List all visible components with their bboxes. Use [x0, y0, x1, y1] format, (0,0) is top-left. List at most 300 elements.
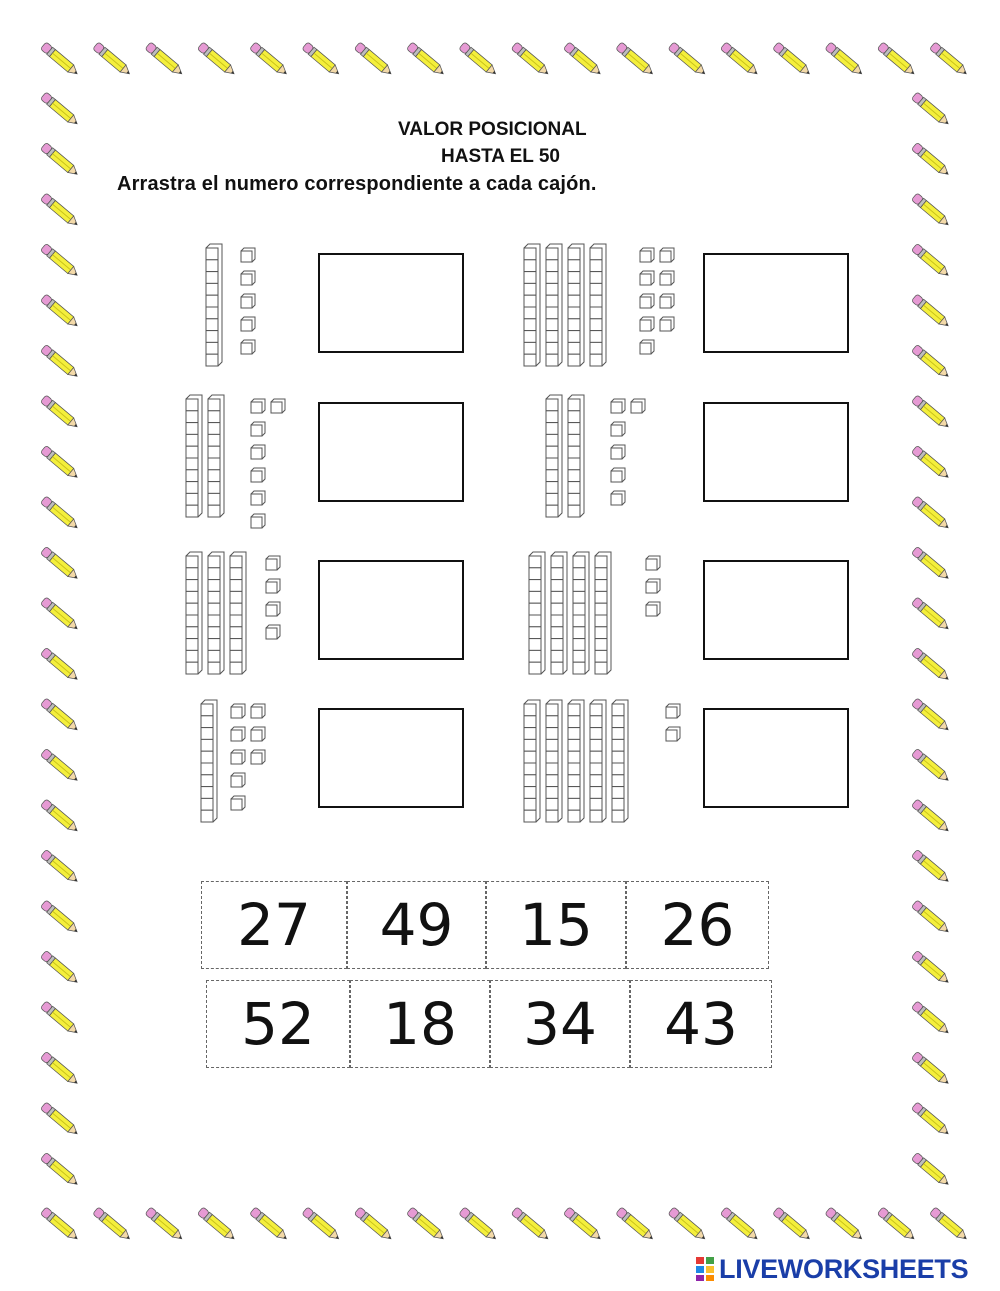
rod-cell [590, 798, 602, 810]
rod-cell [186, 399, 198, 411]
tens-rod [208, 552, 224, 674]
rod-cell [208, 446, 220, 458]
rod-cell [551, 580, 563, 592]
drop-box-3[interactable] [318, 402, 464, 502]
unit-cube [251, 399, 265, 413]
rod-cell [230, 603, 242, 615]
rod-cell [186, 556, 198, 568]
rod-cell [230, 568, 242, 580]
rod-cell [230, 615, 242, 627]
unit-cube [611, 422, 625, 436]
rod-cell [529, 639, 541, 651]
tens-rod [186, 552, 202, 674]
unit-cube [640, 317, 654, 331]
rod-cell [201, 716, 213, 728]
rod-cell [590, 248, 602, 260]
rod-cell [546, 248, 558, 260]
rod-cell [573, 662, 585, 674]
rod-cell [208, 556, 220, 568]
rod-cell [568, 798, 580, 810]
cube-face [640, 320, 651, 331]
cube-face [611, 425, 622, 436]
rod-cell [208, 493, 220, 505]
rod-cell [524, 716, 536, 728]
rod-cell [201, 704, 213, 716]
cube-face [231, 753, 242, 764]
rod-cell [186, 434, 198, 446]
rod-cell [568, 751, 580, 763]
rod-cell [208, 639, 220, 651]
rod-cell [201, 775, 213, 787]
unit-cube [231, 727, 245, 741]
rod-cell [546, 295, 558, 307]
answer-tile[interactable]: 34 [490, 980, 630, 1068]
tens-rod [529, 552, 545, 674]
rod-cell [612, 763, 624, 775]
unit-cube [631, 399, 645, 413]
rod-cell [546, 411, 558, 423]
rod-cell [590, 354, 602, 366]
rod-cell [595, 662, 607, 674]
unit-cube [611, 445, 625, 459]
unit-cube [640, 294, 654, 308]
unit-cube [611, 468, 625, 482]
rod-cell [546, 331, 558, 343]
rod-cell [551, 603, 563, 615]
rod-cell [590, 763, 602, 775]
cube-face [266, 605, 277, 616]
rod-cell [546, 446, 558, 458]
unit-cube [241, 317, 255, 331]
unit-cube [660, 317, 674, 331]
rod-cell [590, 342, 602, 354]
rod-cell [201, 787, 213, 799]
unit-cube [646, 602, 660, 616]
rod-cell [186, 615, 198, 627]
unit-cube [231, 796, 245, 810]
rod-cell [230, 580, 242, 592]
unit-cube [646, 556, 660, 570]
rod-cell [524, 798, 536, 810]
cube-face [241, 297, 252, 308]
rod-cell [551, 639, 563, 651]
rod-cell [551, 556, 563, 568]
rod-cell [208, 603, 220, 615]
logo-text: LIVEWORKSHEETS [719, 1253, 969, 1284]
rod-cell [186, 482, 198, 494]
rod-cell [573, 580, 585, 592]
rod-cell [573, 639, 585, 651]
rod-cell [551, 615, 563, 627]
tens-rod [595, 552, 611, 674]
rod-cell [573, 556, 585, 568]
cube-face [660, 320, 671, 331]
rod-cell [568, 354, 580, 366]
cube-face [660, 297, 671, 308]
rod-cell [568, 307, 580, 319]
unit-cube [251, 468, 265, 482]
rod-cell [568, 434, 580, 446]
rod-cell [568, 482, 580, 494]
rod-cell [230, 627, 242, 639]
rod-cell [546, 307, 558, 319]
rod-cell [186, 650, 198, 662]
unit-cube [611, 491, 625, 505]
rod-cell [568, 458, 580, 470]
rod-cell [551, 650, 563, 662]
title-line-1: VALOR POSICIONAL [398, 119, 587, 140]
drop-box-8[interactable] [703, 708, 849, 808]
rod-cell [568, 775, 580, 787]
tens-rod [568, 700, 584, 822]
rod-cell [546, 342, 558, 354]
rod-cell [551, 591, 563, 603]
rod-cell [524, 342, 536, 354]
cube-face [271, 402, 282, 413]
rod-cell [568, 272, 580, 284]
rod-cell [186, 639, 198, 651]
rod-cell [546, 260, 558, 272]
rod-cell [206, 331, 218, 343]
rod-cell [206, 307, 218, 319]
rod-cell [206, 272, 218, 284]
rod-cell [595, 556, 607, 568]
answer-tile[interactable]: 43 [630, 980, 772, 1068]
rod-cell [612, 775, 624, 787]
rod-cell [524, 728, 536, 740]
rod-cell [206, 248, 218, 260]
rod-cell [208, 615, 220, 627]
rod-cell [573, 615, 585, 627]
tens-rod [612, 700, 628, 822]
rod-cell [568, 399, 580, 411]
rod-cell [568, 319, 580, 331]
tens-rod [546, 700, 562, 822]
cube-face [640, 274, 651, 285]
rod-cell [590, 775, 602, 787]
rod-cell [551, 627, 563, 639]
rod-cell [208, 505, 220, 517]
answer-tile[interactable]: 52 [206, 980, 350, 1068]
rod-cell [568, 342, 580, 354]
rod-cell [595, 615, 607, 627]
rod-cell [529, 603, 541, 615]
rod-cell [230, 650, 242, 662]
unit-cube [251, 727, 265, 741]
rod-cell [524, 739, 536, 751]
rod-cell [186, 446, 198, 458]
unit-cube [231, 704, 245, 718]
rod-cell [590, 272, 602, 284]
tens-rod [573, 552, 589, 674]
rod-cell [546, 751, 558, 763]
rod-cell [206, 283, 218, 295]
drop-box-7[interactable] [318, 708, 464, 808]
rod-cell [208, 568, 220, 580]
rod-cell [546, 704, 558, 716]
rod-cell [612, 716, 624, 728]
tens-rod [186, 395, 202, 517]
rod-cell [573, 627, 585, 639]
rod-cell [612, 739, 624, 751]
rod-cell [568, 446, 580, 458]
rod-cell [208, 411, 220, 423]
answer-tile[interactable]: 15 [486, 881, 626, 969]
rod-cell [546, 434, 558, 446]
cube-face [251, 494, 262, 505]
answer-tile[interactable]: 27 [201, 881, 347, 969]
rod-cell [529, 556, 541, 568]
rod-cell [546, 505, 558, 517]
cube-face [631, 402, 642, 413]
drop-box-1[interactable] [318, 253, 464, 353]
unit-cube [266, 556, 280, 570]
tens-rod [590, 244, 606, 366]
unit-cube [251, 422, 265, 436]
rod-cell [595, 568, 607, 580]
tens-rod [206, 244, 222, 366]
unit-cube [271, 399, 285, 413]
cube-face [611, 402, 622, 413]
rod-cell [612, 810, 624, 822]
rod-cell [529, 662, 541, 674]
rod-cell [590, 810, 602, 822]
rod-cell [524, 354, 536, 366]
cube-face [266, 559, 277, 570]
tens-rod [546, 244, 562, 366]
rod-cell [568, 505, 580, 517]
cube-face [640, 297, 651, 308]
tens-rod [201, 700, 217, 822]
rod-cell [208, 470, 220, 482]
unit-cube [251, 704, 265, 718]
unit-cube [266, 625, 280, 639]
rod-cell [208, 662, 220, 674]
rod-cell [568, 787, 580, 799]
rod-cell [546, 470, 558, 482]
rod-cell [546, 423, 558, 435]
rod-cell [206, 295, 218, 307]
drop-box-4[interactable] [703, 402, 849, 502]
rod-cell [612, 704, 624, 716]
rod-cell [568, 423, 580, 435]
rod-cell [546, 739, 558, 751]
rod-cell [590, 787, 602, 799]
cube-face [666, 707, 677, 718]
rod-cell [568, 728, 580, 740]
rod-cell [208, 458, 220, 470]
tens-rod [568, 244, 584, 366]
rod-cell [230, 662, 242, 674]
drop-box-2[interactable] [703, 253, 849, 353]
rod-cell [590, 751, 602, 763]
cube-face [251, 753, 262, 764]
rod-cell [201, 810, 213, 822]
unit-cube [266, 602, 280, 616]
rod-cell [186, 505, 198, 517]
tens-rod [590, 700, 606, 822]
rod-cell [208, 580, 220, 592]
rod-cell [568, 739, 580, 751]
rod-cell [524, 775, 536, 787]
unit-cube [251, 750, 265, 764]
unit-cube [241, 271, 255, 285]
rod-cell [568, 470, 580, 482]
rod-cell [568, 295, 580, 307]
rod-cell [186, 603, 198, 615]
rod-cell [186, 568, 198, 580]
unit-cube [241, 248, 255, 262]
rod-cell [524, 751, 536, 763]
rod-cell [546, 272, 558, 284]
unit-cube [266, 579, 280, 593]
cube-face [640, 343, 651, 354]
rod-cell [206, 319, 218, 331]
cube-face [640, 251, 651, 262]
rod-cell [208, 434, 220, 446]
rod-cell [186, 458, 198, 470]
rod-cell [524, 319, 536, 331]
rod-cell [590, 704, 602, 716]
rod-cell [230, 639, 242, 651]
cube-face [611, 471, 622, 482]
rod-cell [568, 331, 580, 343]
cube-face [611, 448, 622, 459]
rod-cell [201, 739, 213, 751]
rod-cell [551, 662, 563, 674]
rod-cell [546, 810, 558, 822]
rod-cell [546, 399, 558, 411]
cube-face [251, 402, 262, 413]
unit-cube [640, 248, 654, 262]
cube-face [241, 343, 252, 354]
rod-cell [524, 331, 536, 343]
rod-cell [524, 295, 536, 307]
rod-cell [186, 662, 198, 674]
rod-cell [573, 568, 585, 580]
rod-cell [590, 331, 602, 343]
cube-face [241, 251, 252, 262]
drop-box-6[interactable] [703, 560, 849, 660]
rod-cell [595, 650, 607, 662]
drop-box-5[interactable] [318, 560, 464, 660]
rod-cell [590, 260, 602, 272]
cube-face [611, 494, 622, 505]
rod-cell [573, 591, 585, 603]
unit-cube [241, 340, 255, 354]
unit-cube [666, 727, 680, 741]
cube-face [231, 776, 242, 787]
rod-cell [524, 260, 536, 272]
answer-tile[interactable]: 26 [626, 881, 769, 969]
rod-cell [208, 627, 220, 639]
liveworksheets-logo [695, 1254, 968, 1284]
rod-cell [568, 260, 580, 272]
cube-face [251, 730, 262, 741]
rod-cell [590, 728, 602, 740]
rod-cell [208, 482, 220, 494]
cube-face [666, 730, 677, 741]
rod-cell [568, 411, 580, 423]
rod-cell [206, 354, 218, 366]
rod-cell [568, 763, 580, 775]
rod-cell [551, 568, 563, 580]
rod-cell [595, 603, 607, 615]
tens-rod [546, 395, 562, 517]
rod-cell [590, 295, 602, 307]
rod-cell [529, 650, 541, 662]
rod-cell [524, 307, 536, 319]
rod-cell [186, 627, 198, 639]
answer-tile[interactable]: 49 [347, 881, 486, 969]
rod-cell [568, 704, 580, 716]
rod-cell [595, 591, 607, 603]
unit-cube [251, 491, 265, 505]
rod-cell [201, 763, 213, 775]
cube-face [251, 448, 262, 459]
rod-cell [201, 751, 213, 763]
rod-cell [546, 798, 558, 810]
cube-face [231, 799, 242, 810]
rod-cell [612, 787, 624, 799]
rod-cell [546, 354, 558, 366]
rod-cell [208, 423, 220, 435]
rod-cell [546, 775, 558, 787]
answer-tile[interactable]: 18 [350, 980, 490, 1068]
unit-cube [646, 579, 660, 593]
unit-cube [660, 248, 674, 262]
rod-cell [186, 493, 198, 505]
rod-cell [590, 283, 602, 295]
rod-cell [201, 798, 213, 810]
rod-cell [568, 283, 580, 295]
rod-cell [595, 627, 607, 639]
rod-cell [546, 787, 558, 799]
rod-cell [529, 591, 541, 603]
cube-face [231, 707, 242, 718]
rod-cell [186, 470, 198, 482]
rod-cell [208, 591, 220, 603]
title-line-2: HASTA EL 50 [441, 146, 560, 167]
tens-rod [551, 552, 567, 674]
rod-cell [524, 704, 536, 716]
rod-cell [546, 728, 558, 740]
rod-cell [590, 319, 602, 331]
rod-cell [206, 260, 218, 272]
rod-cell [546, 482, 558, 494]
rod-cell [186, 411, 198, 423]
rod-cell [546, 458, 558, 470]
rod-cell [612, 728, 624, 740]
rod-cell [590, 716, 602, 728]
rod-cell [186, 423, 198, 435]
unit-cube [640, 340, 654, 354]
rod-cell [546, 716, 558, 728]
rod-cell [524, 272, 536, 284]
rod-cell [529, 580, 541, 592]
cube-face [266, 582, 277, 593]
cube-face [660, 274, 671, 285]
rod-cell [529, 615, 541, 627]
rod-cell [568, 248, 580, 260]
rod-cell [208, 399, 220, 411]
unit-cube [611, 399, 625, 413]
rod-cell [573, 650, 585, 662]
rod-cell [529, 627, 541, 639]
rod-cell [612, 751, 624, 763]
cube-face [251, 707, 262, 718]
unit-cube [231, 773, 245, 787]
